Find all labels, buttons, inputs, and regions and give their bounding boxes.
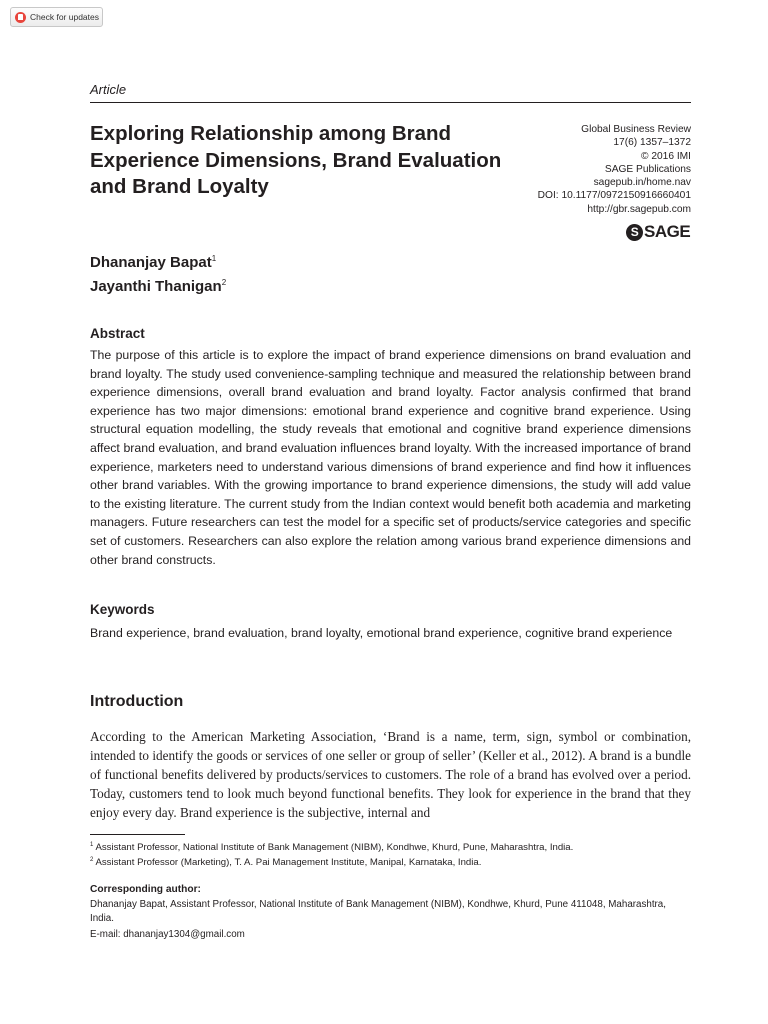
- journal-volume: 17(6) 1357–1372: [613, 137, 691, 149]
- footnote-2: [90, 854, 481, 869]
- doi: DOI: 10.1177/0972150916660401: [537, 190, 691, 202]
- article-title: Exploring Relationship among Brand Experience Dimensions, Brand Evaluation and Brand Loyalty: [90, 122, 502, 198]
- sage-logo: [626, 221, 690, 243]
- publisher-site: sagepub.in/home.nav: [593, 177, 691, 189]
- bookmark-icon: [15, 12, 26, 23]
- author-affiliation-mark: 2: [221, 278, 227, 287]
- sage-logo-text: SAGE: [644, 222, 691, 241]
- footnote-text: Assistant Professor, National Institute of Bank Management (NIBM), Kondhwe, Khurd, Pune, Maharashtra, India.: [95, 842, 574, 853]
- author-name: Dhananjay Bapat: [90, 254, 212, 271]
- journal-url: http://gbr.sagepub.com: [587, 203, 691, 215]
- keywords-text: Brand experience, brand evaluation, brand loyalty, emotional brand experience, cognitive brand experience: [90, 626, 673, 640]
- introduction-heading: Introduction: [90, 693, 184, 710]
- copyright: © 2016 IMI: [641, 150, 691, 162]
- abstract-text: The purpose of this article is to explore the impact of brand experience dimensions on brand evaluation and brand loyalty. The study used convenience-sampling technique and measured the relationship between brand experience dimensions, overall brand evaluation and brand loyalty. Factor analysis confirmed that brand experience has two major dimensions: emotional brand experience and cognitive brand experience. Using structural equation modelling, the study reveals that emotional and cognitive brand experience dimensions affect brand evaluation, and brand evaluation influences brand loyalty. With the increased importance of brand experience, marketers need to understand various dimensions of brand experience and find how it influences other brand variables. With the growing importance to brand experience dimensions, the study will add value to the existing literature. The current study from the Indian context would benefit both academia and marketing managers. Future researchers can test the model for a specific set of products/service categories and specific set of customers. Researchers can also explore the relation among various brand experience dimensions and other brand constructs.: [90, 348, 691, 567]
- introduction-text: According to the American Marketing Association, ‘Brand is a name, term, sign, symbol or combination, intended to identify the goods or services of one seller or group of seller’ (Keller et al., 2012). A brand is a bundle of functional benefits delivered by products/services to customers. The role of a brand has evolved over a period. Today, customers tend to look much beyond functional benefits. They look for experience in the brand that they enjoy every day. Brand experience is the subjective, internal and: [90, 729, 691, 820]
- publisher: SAGE Publications: [604, 163, 691, 175]
- corresponding-author-email: E-mail: dhananjay1304@gmail.com: [90, 929, 245, 940]
- footnote-mark: 1: [90, 842, 94, 848]
- author-affiliation-mark: 1: [211, 254, 217, 263]
- check-for-updates-button[interactable]: [10, 7, 103, 27]
- sage-s-icon: S: [626, 224, 643, 241]
- author-2: [90, 278, 226, 295]
- author-1: [90, 254, 216, 271]
- corresponding-author-heading: Corresponding author:: [90, 884, 201, 895]
- journal-name: Global Business Review: [581, 124, 691, 135]
- abstract-heading: Abstract: [90, 326, 145, 341]
- keywords-heading: Keywords: [90, 602, 155, 617]
- check-for-updates-label: Check for updates: [30, 12, 99, 22]
- footnote-mark: 2: [90, 857, 94, 863]
- article-type-label: Article: [90, 82, 127, 97]
- author-name: Jayanthi Thanigan: [90, 278, 222, 295]
- footnote-1: [90, 839, 573, 854]
- footnote-text: Assistant Professor (Marketing), T. A. Pai Management Institute, Manipal, Karnataka, India.: [95, 857, 482, 868]
- header-divider: [90, 102, 691, 103]
- corresponding-author-text: Dhananjay Bapat, Assistant Professor, National Institute of Bank Management (NIBM), Kondhwe, Khurd, Pune 411048, Maharashtra, India.: [90, 899, 666, 924]
- footnote-divider: [90, 834, 185, 835]
- journal-metadata: [480, 123, 691, 216]
